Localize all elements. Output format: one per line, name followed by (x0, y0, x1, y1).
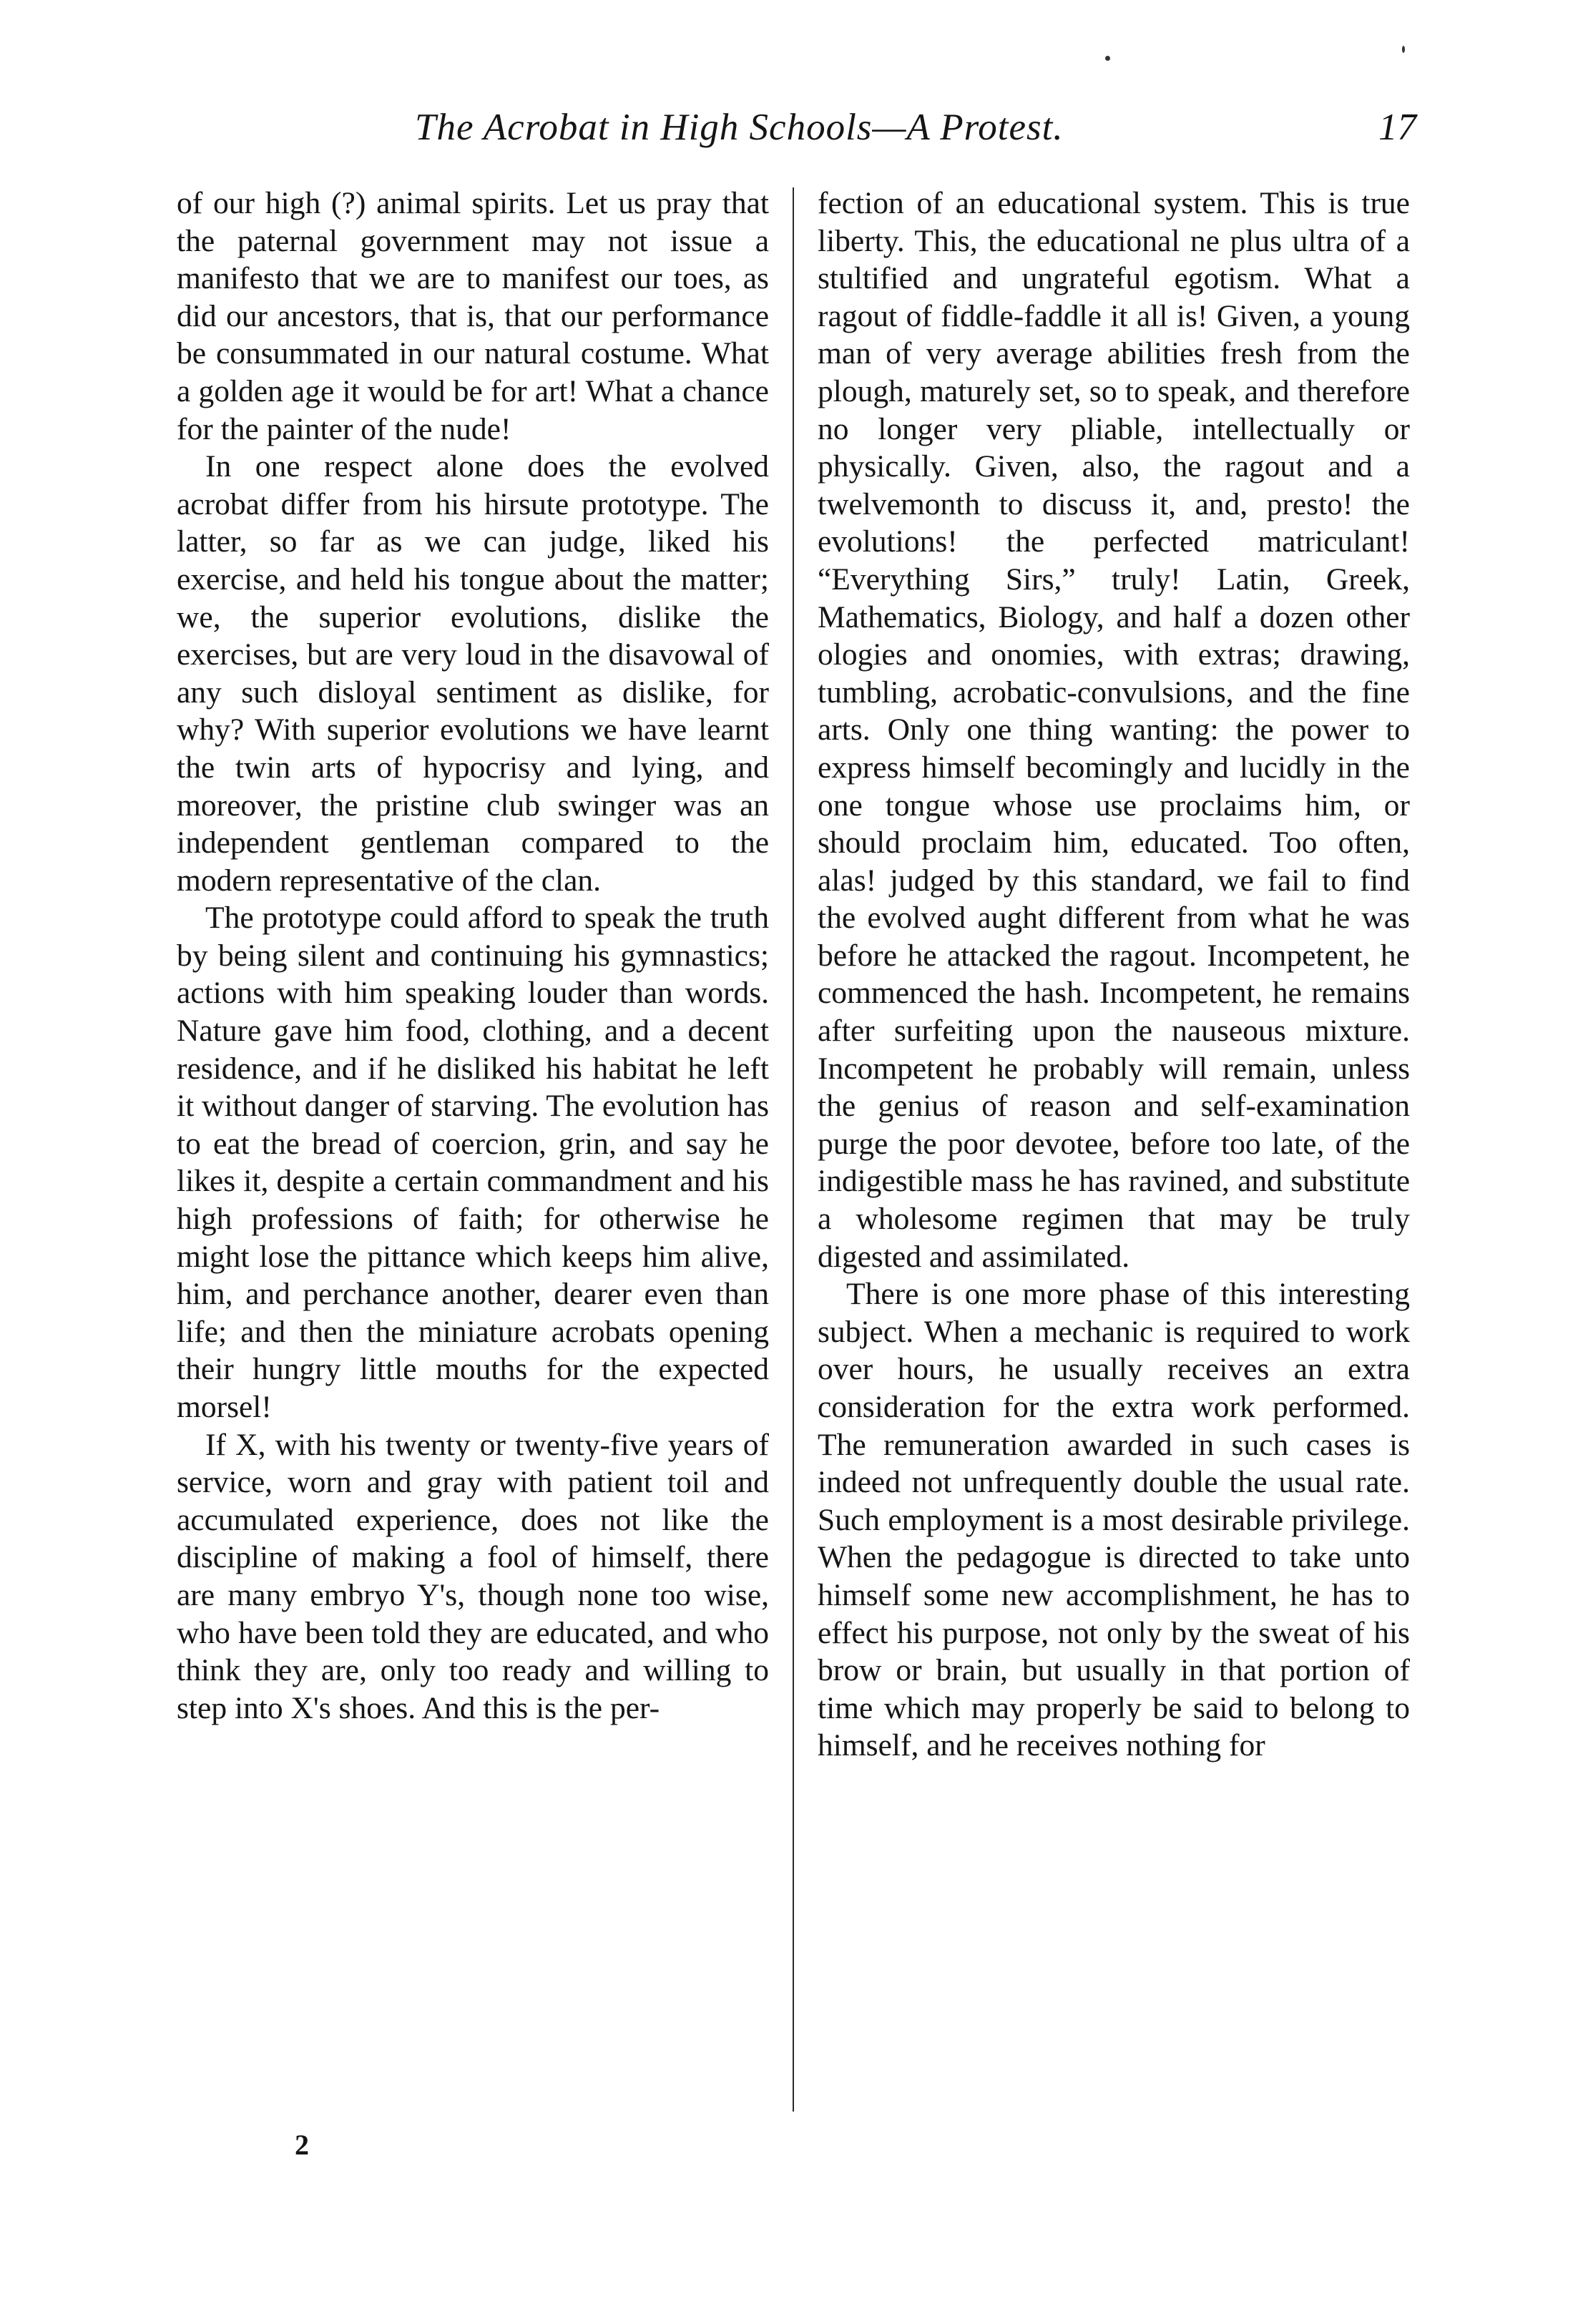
paragraph: If X, with his twenty or twenty-five years of service, worn and gray with patient toil and accumulated experience, does not like the discipline of making a fool of himself, there are many embryo Y's, though none too wise, who have been told they are educated, and who think they are, only too ready and willing to step into X's shoes. And this is the per- (177, 1427, 769, 1725)
paragraph: fection of an educational system. This is true liberty. This, the educational ne plus ultra of a stultified and ungrateful egotism. What a ragout of fiddle-faddle it all is! Given, a young man of very average abilities fresh from the plough, maturely set, so to speak, and therefore no longer very pliable, intellectually or physically. Given, also, the ragout and a twelvemonth to discuss it, and, presto! the evolutions! the perfected matriculant! “Everything Sirs,” truly! Latin, Greek, Mathematics, Biology, and half a dozen other ologies and onomies, with extras; drawing, tumbling, acrobatic-convulsions, and the fine arts. Only one thing wanting: the power to express himself becomingly and lucidly in the one tongue whose use proclaims him, or should proclaim him, educated. Too often, alas! judged by this standard, we fail to find the evolved aught different from what he was before he attacked the ragout. Incompetent, he commenced the hash. Incompetent, he remains after surfeiting upon the nauseous mixture. Incompetent he probably will remain, unless the genius of reason and self-examination purge the poor devotee, before too late, of the indigestible mass he has ravined, and substitute a wholesome regimen that may be truly digested and assimilated. (818, 186, 1410, 1274)
print-speck (1402, 46, 1405, 53)
print-speck (1105, 56, 1110, 61)
signature-mark: 2 (295, 2129, 309, 2161)
paragraph: of our high (?) animal spirits. Let us pray that the paternal government may not issue a manifesto that we are to manifest our toes, as did our ancestors, that is, that our performance be consummated in our natural costume. What a golden age it would be for art! What a chance for the painter of the nude! (177, 186, 769, 446)
paragraph: There is one more phase of this interesting subject. When a mechanic is required to work over hours, he usually receives an extra consideration for the extra work performed. The remuneration awarded in such cases is indeed not unfrequently double the usual rate. Such employment is a most desirable privilege. When the pedagogue is directed to take unto himself some new accomplishment, he has to effect his purpose, not only by the sweat of his brow or brain, but usually in that portion of time which may properly be said to belong to himself, and he receives nothing for (818, 1277, 1410, 1763)
page-header (415, 106, 1416, 156)
paragraph: The prototype could afford to speak the truth by being silent and continuing his gymnastics; actions with him speaking louder than words. Nature gave him food, clothing, and a decent residence, and if he disliked his habitat he left it without danger of starving. The evolution has to eat the bread of coercion, grin, and say he likes it, despite a certain commandment and his high professions of faith; for otherwise he might lose the pittance which keeps him alive, him, and perchance another, dearer even than life; and then the miniature acrobats opening their hungry little mouths for the expected morsel! (177, 901, 769, 1424)
running-title: The Acrobat in High Schools—A Protest. (415, 107, 1064, 148)
paragraph: In one respect alone does the evolved acrobat differ from his hirsute prototype. The latter, so far as we can judge, liked his exercise, and held his tongue about the matter; we, the superior evolutions, dislike the exercises, but are very loud in the disavowal of any such disloyal sentiment as dislike, for why? With superior evolutions we have learnt the twin arts of hypocrisy and lying, and moreover, the pristine club swinger was an independent gentleman compared to the modern representative of the clan. (177, 449, 769, 898)
right-column (818, 185, 1410, 1765)
left-column (177, 185, 769, 1727)
page-number: 17 (1378, 107, 1416, 148)
column-divider (793, 187, 794, 2112)
